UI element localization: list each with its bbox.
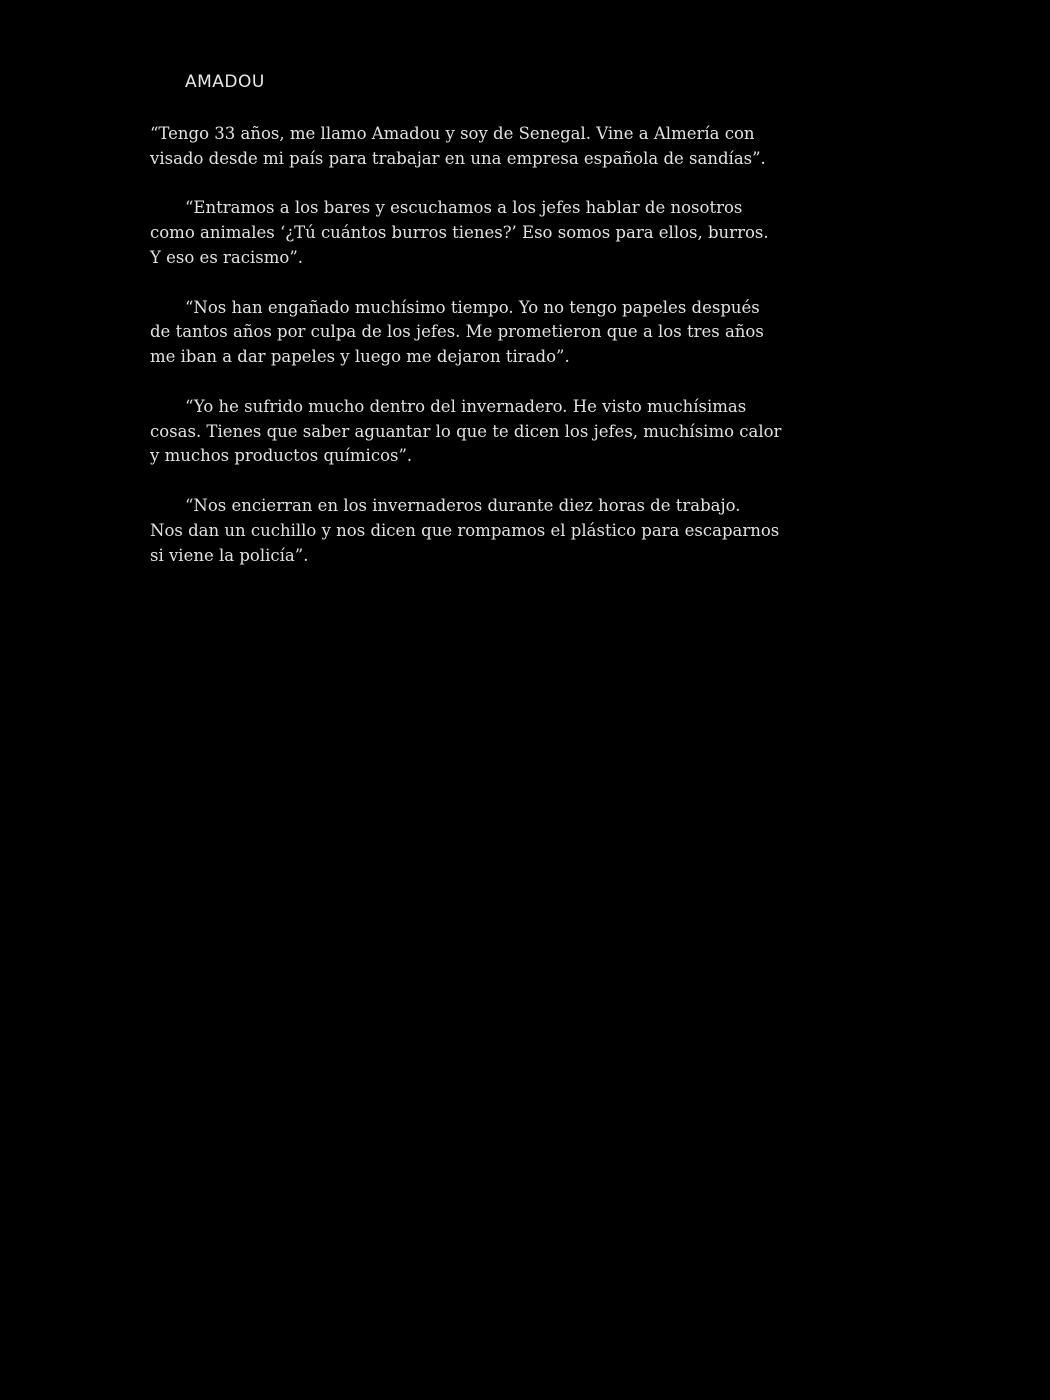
paragraph-line: Nos dan un cuchillo y nos dicen que rompamos el plástico para escaparnos (150, 520, 780, 540)
document-page (150, 68, 782, 593)
paragraph-line: me iban a dar papeles y luego me dejaron tirado”. (150, 347, 570, 367)
paragraph-line: “Entramos a los bares y escuchamos a los jefes hablar de nosotros (185, 198, 743, 218)
paragraph-line: de tantos años por culpa de los jefes. Me prometieron que a los tres años (150, 322, 764, 342)
paragraph-line: Y eso es racismo”. (150, 247, 303, 267)
paragraph-line: “Nos han engañado muchísimo tiempo. Yo no tengo papeles después (185, 297, 760, 317)
paragraph-line: “Nos encierran en los invernaderos durante diez horas de trabajo. (185, 495, 741, 515)
page-title: AMADOU (185, 72, 265, 92)
paragraph-2 (150, 196, 769, 270)
paragraph-line: visado desde mi país para trabajar en una empresa española de sandías”. (150, 148, 766, 168)
paragraph-line: “Yo he sufrido mucho dentro del invernadero. He visto muchísimas (185, 396, 747, 416)
paragraph-1 (150, 122, 766, 172)
paragraph-3 (150, 296, 764, 370)
paragraph-line: cosas. Tienes que saber aguantar lo que te dicen los jefes, muchísimo calor (150, 421, 782, 441)
paragraph-line: como animales ‘¿Tú cuántos burros tienes?’ Eso somos para ellos, burros. (150, 223, 769, 243)
paragraph-line: si viene la policía”. (150, 545, 309, 565)
paragraph-line: y muchos productos químicos”. (150, 446, 413, 466)
paragraph-line: “Tengo 33 años, me llamo Amadou y soy de Senegal. Vine a Almería con (150, 124, 755, 143)
paragraph-4 (150, 395, 782, 469)
paragraph-5 (150, 494, 780, 568)
